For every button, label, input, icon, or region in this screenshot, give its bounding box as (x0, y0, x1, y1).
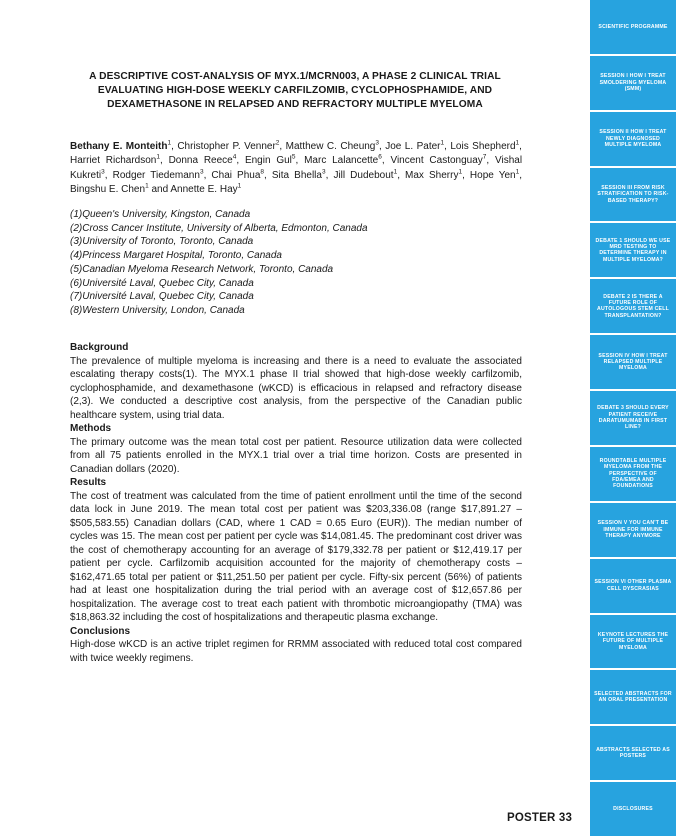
section-heading: Methods (70, 423, 112, 434)
author-name: Christopher P. Venner (177, 141, 276, 152)
affiliation-line: (2)Cross Cancer Institute, University of Alberta, Edmonton, Canada (70, 222, 368, 234)
section-text: The cost of treatment was calculated from the time of patient enrollment until the time of the second data lock in June 2019. The mean total cost per patient was $203,336.08 (range $17,891.27 – $505,583.55) Canadian dollars (CAD, where 1 CAD = 0.65 Euro (EUR)). The median number of cycles was 15. The mean cost per patient per cycle was $14,081.45. The predominant cost driver was the cost of chemotherapy accounting for an average of $179,332.78 per patient or $12,419.17 per patient per cycle. Carfilzomib acquisition accounted for the majority of chemotherapy costs – $162,471.65 total per patient or $11,251.50 per patient per cycle. Fifty-six percent (56%) of patients had at least one hospitalization during the trial period with an average cost of $12,657.86 per hospitalization. The average cost to treat each patient with thrombotic microangiopathy (TMA) was $18,863.32 including the cost of hospitalizations and therapeutic plasma exchange. (70, 490, 522, 623)
author (272, 170, 326, 181)
section-heading: Conclusions (70, 625, 131, 637)
author-affiliation-number: 1 (167, 139, 172, 147)
author-affiliation-number: 5 (291, 153, 296, 161)
abstract-body (70, 341, 522, 665)
author-name: Jill Dudebout (333, 169, 394, 181)
section-heading: Results (70, 477, 107, 488)
author (177, 141, 279, 152)
author-affiliation-number: 4 (232, 153, 237, 161)
author-name: Bingshu E. Chen (70, 183, 146, 195)
author-name: Lois Shepherd (450, 141, 516, 152)
sidebar-item-label: DEBATE 3 SHOULD EVERY PATIENT RECEIVE DARATUMUMAB IN FIRST LINE? (597, 405, 669, 431)
affiliation-line: (8)Western University, London, Canada (70, 304, 245, 316)
author-affiliation-number: 2 (275, 139, 280, 147)
author-affiliation-number: 3 (199, 168, 204, 176)
sidebar-item[interactable] (590, 56, 676, 110)
author (304, 155, 382, 166)
sidebar-item-label: SELECTED ABSTRACTS FOR AN ORAL PRESENTATION (594, 691, 672, 704)
author-affiliation-number: 1 (515, 168, 520, 176)
author-name: Vincent Castonguay (390, 155, 483, 167)
author (286, 141, 379, 152)
sidebar-item[interactable] (590, 391, 676, 445)
sidebar-item-label: SESSION V YOU CAN'T BE IMMUNE FOR IMMUNE THERAPY ANYMORE (597, 520, 669, 539)
sidebar-item-label: SESSION II HOW I TREAT NEWLY DIAGNOSED MULTIPLE MYELOMA (599, 129, 667, 148)
author-affiliation-number: 1 (145, 182, 149, 190)
author (333, 170, 397, 181)
sidebar-item[interactable] (590, 168, 676, 222)
sidebar-item-label: DISCLOSURES (613, 805, 653, 812)
author-name: Annette E. Hay (170, 183, 238, 195)
author (405, 170, 462, 181)
author (70, 155, 160, 166)
author-affiliation-number: 8 (260, 168, 265, 176)
author (245, 155, 296, 166)
author-list: Bethany E. Monteith$^1$, Christopher P. Venner$^2$, Matthew C. Cheung$^3$, Joe L. Pater$^1$, Lois Shepherd$^1$, Harriet Richardson$^1$, Donna Reece$^4$, Engin Gul$^5$, Marc Lalancette$^6$, Vincent Castonguay$^7$, Vishal Kukreti$^3$, Rodger Tiedemann$^3$, Chai Phua$^8$, Sita Bhella$^3$, Jill Dudebout$^1$, Max Sherry$^1$, Hope Yen$^1$, Bingshu E. Chen$^1$ and Annette E. Hay$^1$ (70, 139, 523, 195)
abstract-title: A DESCRIPTIVE COST-ANALYSIS OF MYX.1/MCRN003, A PHASE 2 CLINICAL TRIAL EVALUATING HIGH-DOSE WEEKLY CARFILZOMIB, CYCLOPHOSPHAMIDE, AND DEXAMETHASONE IN RELAPSED AND REFRACTORY MULTIPLE MYELOMA (89, 71, 501, 110)
sidebar-item[interactable] (590, 335, 676, 389)
sidebar-item-label: SESSION VI OTHER PLASMA CELL DYSCRASIAS (594, 579, 672, 592)
author-name: Chai Phua (211, 169, 261, 181)
sidebar-item-label: SESSION IV HOW I TREAT RELAPSED MULTIPLE MYELOMA (598, 352, 668, 372)
author (390, 155, 486, 166)
section-text: The prevalence of multiple myeloma is increasing and there is a need to evaluate the associated escalating therapy costs(1). The MYX.1 phase II trial showed that high-dose weekly carfilzomib, cyclophosphamide, and dexamethasone (wKCD) is efficacious in relapsed and refractory disease (2,3). We conducted a descriptive cost analysis, from the perspective of the Canadian public healthcare system, using trial data. (70, 355, 522, 421)
sidebar-item[interactable] (590, 559, 676, 613)
author-name: Sita Bhella (271, 169, 322, 181)
author-name: Marc Lalancette (304, 155, 379, 167)
sidebar-item-label: ROUNDTABLE MULTIPLE MYELOMA FROM THE PERSPECTIVE OF FDA/EMEA AND FOUNDATIONS (599, 458, 667, 490)
author (70, 184, 149, 195)
author (450, 141, 519, 152)
affiliation-list (70, 208, 522, 318)
affiliation-line: (3)University of Toronto, Toronto, Canada (70, 236, 254, 248)
author-affiliation-number: 1 (515, 139, 520, 147)
affiliation-line: (5)Canadian Myeloma Research Network, Toronto, Canada (70, 263, 334, 275)
sidebar-item[interactable] (590, 279, 676, 333)
author (170, 184, 241, 195)
author-name: Donna Reece (168, 155, 233, 167)
sidebar-item[interactable] (590, 447, 676, 501)
affiliation-line: (7)Université Laval, Quebec City, Canada (70, 291, 254, 303)
sidebar-item-label: SESSION III FROM RISK STRATIFICATION TO RISK-BASED THERAPY? (597, 185, 669, 204)
sidebar-item[interactable] (590, 0, 676, 54)
author-affiliation-number: 3 (101, 168, 105, 176)
section-sidebar (590, 0, 676, 836)
author-name: Bethany E. Monteith (70, 141, 168, 152)
affiliation-line: (6)Université Laval, Quebec City, Canada (70, 277, 254, 289)
poster-label: POSTER 33 (507, 812, 573, 824)
author (385, 141, 444, 152)
author-name: Engin Gul (244, 155, 292, 167)
section-text: High-dose wKCD is an active triplet regimen for RRMM associated with reduced total cost compared with twice weekly regimens. (70, 639, 522, 664)
author-affiliation-number: 1 (237, 182, 242, 190)
author-affiliation-number: 6 (378, 153, 382, 161)
author (211, 170, 264, 181)
author-affiliation-number: 1 (458, 168, 463, 176)
sidebar-item-label: KEYNOTE LECTURES THE FUTURE OF MULTIPLE MYELOMA (597, 632, 669, 651)
author (113, 170, 204, 181)
author (70, 141, 171, 152)
sidebar-item-label: DEBATE 2 IS THERE A FUTURE ROLE OF AUTOLOGOUS STEM CELL TRANSPLANTATION? (597, 293, 669, 319)
section-text: The primary outcome was the mean total cost per patient. Resource utilization data were collected from all 75 patients enrolled in the MYX.1 trial over a trial time horizon. Costs are presented in Canadian dollars (2020). (70, 436, 522, 475)
sidebar-item-label: DEBATE 1 SHOULD WE USE MRD TESTING TO DETERMINE THERAPY IN MULTIPLE MYELOMA? (595, 237, 671, 263)
affiliation-line: (1)Queen's University, Kingston, Canada (70, 209, 251, 220)
sidebar-item[interactable] (590, 782, 676, 836)
sidebar-item-label: SCIENTIFIC PROGRAMME (598, 23, 668, 30)
author-affiliation-number: 3 (321, 168, 326, 176)
author-name: Joe L. Pater (385, 141, 441, 152)
author-name: Rodger Tiedemann (112, 169, 200, 181)
section-heading: Background (70, 342, 129, 353)
author-name: Harriet Richardson (70, 155, 157, 167)
sidebar-item-label: ABSTRACTS SELECTED AS POSTERS (596, 746, 670, 760)
sidebar-item-label: SESSION I HOW I TREAT SMOLDERING MYELOMA (SMM) (599, 73, 667, 92)
affiliation-line: (4)Princess Margaret Hospital, Toronto, Canada (70, 250, 282, 262)
author-affiliation-number: 3 (375, 139, 379, 147)
author-name: Vishal Kukreti (70, 155, 523, 181)
sidebar-item[interactable] (590, 503, 676, 557)
author (169, 155, 237, 166)
author-name: Matthew C. Cheung (285, 141, 376, 152)
author-affiliation-number: 1 (440, 139, 445, 147)
sidebar-item[interactable] (590, 670, 676, 724)
author (470, 170, 519, 181)
sidebar-item[interactable] (590, 112, 676, 166)
sidebar-item[interactable] (590, 223, 676, 277)
author-affiliation-number: 1 (393, 168, 398, 176)
author-name: Max Sherry (405, 169, 459, 181)
author-affiliation-number: 7 (482, 153, 487, 161)
sidebar-item[interactable] (590, 726, 676, 780)
sidebar-item[interactable] (590, 615, 676, 669)
author-affiliation-number: 1 (156, 153, 160, 161)
author-name: Hope Yen (469, 169, 516, 181)
